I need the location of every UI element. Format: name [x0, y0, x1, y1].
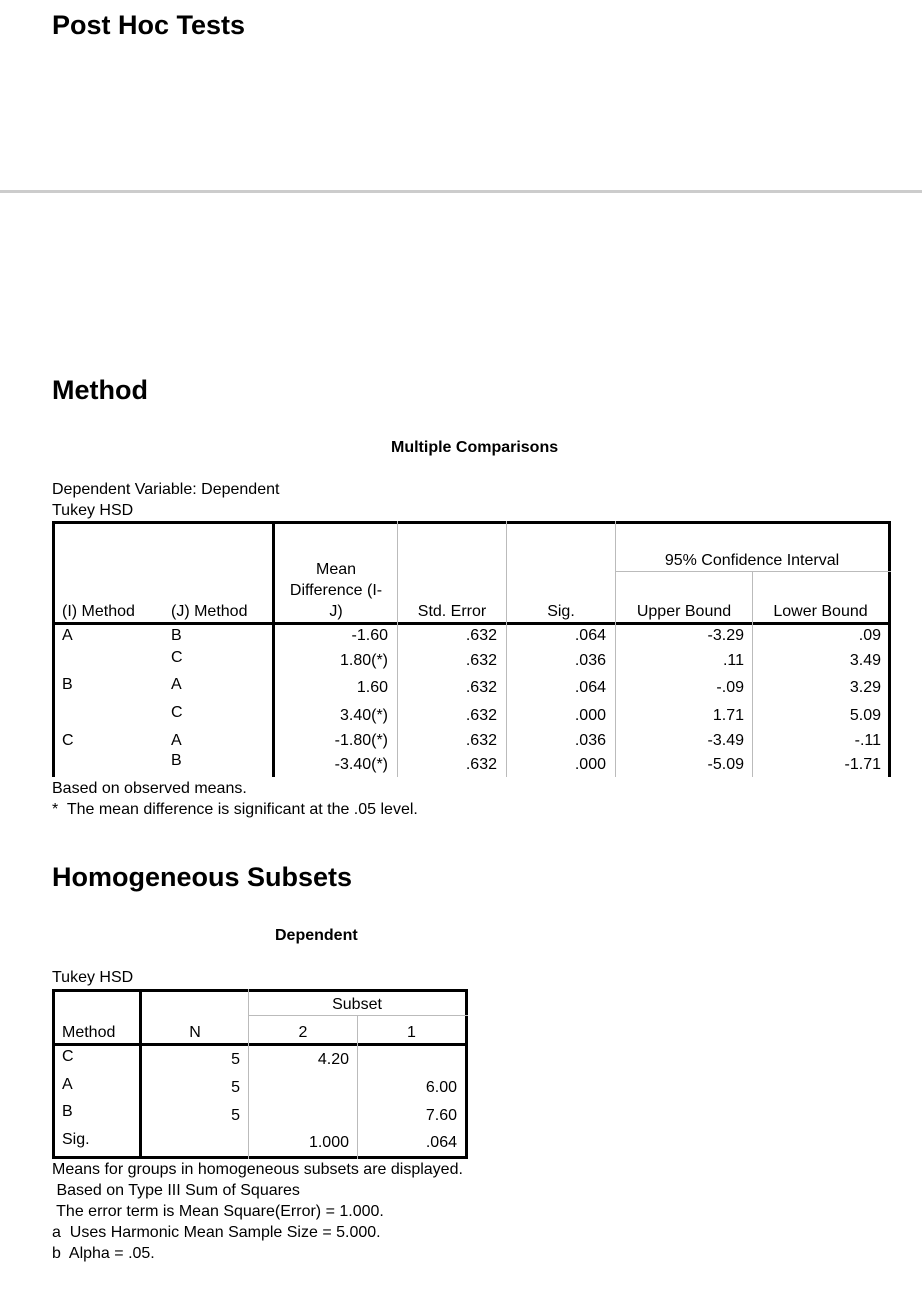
mc-footnote-1: * The mean difference is significant at the .05 level.: [52, 801, 418, 818]
hs-footnote-2: The error term is Mean Square(Error) = 1.000.: [52, 1203, 384, 1220]
mc-row-1-lower: 3.49: [849, 652, 881, 669]
mc-row-2-se: .632: [465, 679, 497, 696]
mc-row-2-sig: .064: [574, 679, 606, 696]
mc-row-0-se: .632: [465, 627, 497, 644]
mc-row-3-sig: .000: [574, 707, 606, 724]
section-divider: [0, 190, 922, 193]
header-sig: Sig.: [547, 603, 575, 620]
method-heading: Method: [52, 375, 148, 405]
mc-left-border: [52, 521, 55, 777]
homogeneous-table-title: Dependent: [275, 927, 358, 944]
header-confidence-interval: 95% Confidence Interval: [664, 552, 840, 569]
mc-row-3-diff: 3.40(*): [339, 707, 388, 724]
header-lower-bound: Lower Bound: [773, 603, 868, 620]
hs-footnote-1: Based on Type III Sum of Squares: [52, 1182, 300, 1199]
hs-top-border: [52, 989, 468, 992]
header-method: Method: [62, 1024, 116, 1041]
mc-row-2-upper: -.09: [716, 679, 744, 696]
mc-row-5-sig: .000: [574, 756, 606, 773]
mc-row-0-diff: -1.60: [351, 627, 388, 644]
mc-footnote-0: Based on observed means.: [52, 780, 247, 797]
header-n: N: [189, 1024, 201, 1041]
hs-test-label: Tukey HSD: [52, 969, 134, 986]
mc-row-5-diff: -3.40(*): [334, 756, 388, 773]
hs-row-2-method: B: [62, 1103, 73, 1120]
mc-top-border: [52, 521, 891, 524]
homogeneous-subsets-heading: Homogeneous Subsets: [52, 862, 353, 892]
mc-row-4-j: A: [171, 732, 182, 749]
mc-header-bottom-border: [52, 622, 891, 625]
hs-footnotes: [52, 1159, 463, 1264]
header-std-error: Std. Error: [417, 603, 487, 620]
mc-row-3-j: C: [171, 704, 183, 721]
mc-row-1-se: .632: [465, 652, 497, 669]
mc-row-4-se: .632: [465, 732, 497, 749]
hs-row-1-method: A: [62, 1076, 73, 1093]
hs-row-3-s2: 1.000: [308, 1134, 349, 1151]
mc-row-1-sig: .036: [574, 652, 606, 669]
mc-row-0-upper: -3.29: [707, 627, 744, 644]
header-mean-diff-line1: Mean: [315, 561, 357, 578]
mc-row-5-se: .632: [465, 756, 497, 773]
mc-row-1-j: C: [171, 649, 183, 666]
hs-row-0-n: 5: [231, 1051, 240, 1068]
header-subset-1: 1: [407, 1024, 416, 1041]
hs-footnote-0: Means for groups in homogeneous subsets are displayed.: [52, 1161, 463, 1178]
mc-row-5-upper: -5.09: [707, 756, 744, 773]
mc-footnotes: [52, 778, 418, 820]
hs-row-1-n: 5: [231, 1079, 240, 1096]
hs-row-0-s2: 4.20: [317, 1051, 349, 1068]
header-j-method: (J) Method: [171, 603, 248, 620]
mc-row-4-upper: -3.49: [707, 732, 744, 749]
hs-stub-divider: [139, 989, 142, 1159]
mc-row-5-j: B: [171, 752, 182, 769]
hs-footnote-3: a Uses Harmonic Mean Sample Size = 5.000.: [52, 1224, 381, 1241]
header-upper-bound: Upper Bound: [636, 603, 732, 620]
multiple-comparisons-table: [52, 521, 891, 777]
hs-row-3-s1: .064: [425, 1134, 457, 1151]
mc-row-3-lower: 5.09: [849, 707, 881, 724]
hs-footnote-4: b Alpha = .05.: [52, 1245, 155, 1262]
mc-row-3-upper: 1.71: [712, 707, 744, 724]
mc-row-4-sig: .036: [574, 732, 606, 749]
mc-row-0-sig: .064: [574, 627, 606, 644]
hs-left-border: [52, 989, 55, 1159]
mc-row-0-j: B: [171, 627, 182, 644]
hs-subset-divider: [248, 1015, 468, 1016]
hs-row-3-method: Sig.: [62, 1131, 90, 1148]
mc-row-3-se: .632: [465, 707, 497, 724]
multiple-comparisons-title: Multiple Comparisons: [391, 439, 559, 456]
mc-row-5-lower: -1.71: [844, 756, 881, 773]
mc-test-label: Tukey HSD: [52, 502, 134, 519]
hs-row-0-method: C: [62, 1048, 74, 1065]
mc-right-border: [888, 521, 891, 777]
header-subset-2: 2: [298, 1024, 308, 1041]
homogeneous-subsets-table: [52, 989, 468, 1159]
header-i-method: (I) Method: [62, 603, 135, 620]
mc-row-2-diff: 1.60: [356, 679, 388, 696]
mc-row-0-lower: .09: [858, 627, 881, 644]
mc-row-4-diff: -1.80(*): [334, 732, 388, 749]
mc-row-2-lower: 3.29: [849, 679, 881, 696]
mc-row-4-lower: -.11: [854, 732, 881, 749]
mc-row-4-i: C: [62, 732, 74, 749]
hs-row-1-s1: 6.00: [425, 1079, 457, 1096]
mc-row-2-i: B: [62, 676, 73, 693]
mc-row-1-diff: 1.80(*): [339, 652, 388, 669]
header-mean-diff-line3: J): [329, 603, 343, 620]
mc-row-2-j: A: [171, 676, 182, 693]
post-hoc-tests-heading: Post Hoc Tests: [52, 10, 246, 40]
mc-ci-divider: [615, 571, 891, 572]
hs-row-2-n: 5: [231, 1107, 240, 1124]
dependent-variable-label: Dependent Variable: Dependent: [52, 481, 280, 498]
hs-header-bottom-border: [52, 1043, 468, 1046]
mc-row-0-i: A: [62, 627, 73, 644]
mc-row-1-upper: .11: [722, 652, 744, 669]
hs-row-2-s1: 7.60: [425, 1107, 457, 1124]
header-mean-diff-line2: Difference (I-: [289, 582, 383, 599]
header-subset: Subset: [332, 996, 382, 1013]
